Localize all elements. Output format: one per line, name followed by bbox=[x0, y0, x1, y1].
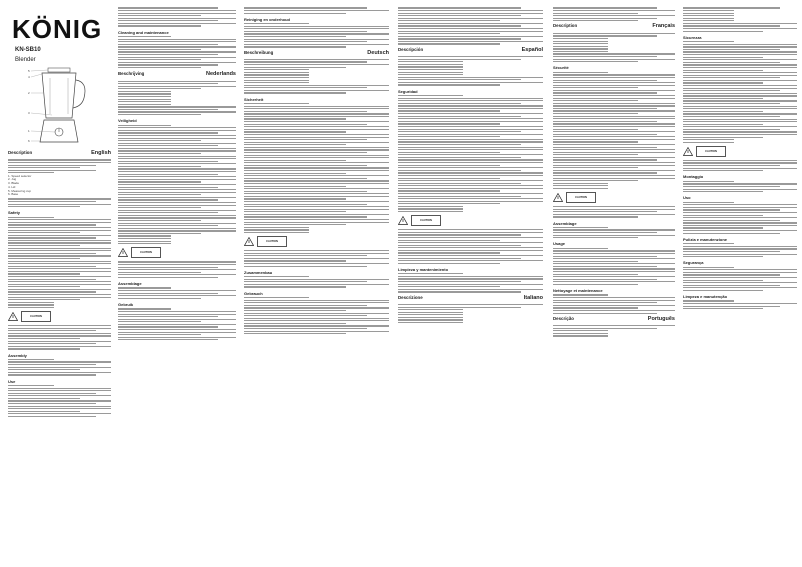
column-4 bbox=[398, 6, 543, 567]
section-heading: Sicherheit bbox=[244, 96, 264, 102]
list-item: 4. Lid bbox=[8, 184, 16, 189]
paragraph bbox=[8, 198, 111, 207]
column-2 bbox=[118, 6, 236, 567]
section-heading: Descrição bbox=[553, 315, 574, 321]
warning-icon bbox=[398, 216, 408, 225]
svg-text:2: 2 bbox=[28, 91, 30, 95]
svg-text:5: 5 bbox=[28, 69, 30, 73]
warning-box bbox=[8, 311, 111, 322]
paragraph bbox=[118, 7, 236, 26]
paragraph bbox=[244, 276, 389, 288]
section-heading: Uso bbox=[683, 195, 691, 201]
section-heading: Assemblage bbox=[553, 220, 577, 226]
section-heading: Reiniging en onderhoud bbox=[244, 16, 290, 22]
product-name: Blender bbox=[15, 57, 36, 63]
paragraph bbox=[398, 56, 543, 86]
paragraph bbox=[244, 59, 389, 94]
paragraph bbox=[683, 300, 797, 309]
svg-text:4: 4 bbox=[28, 75, 30, 79]
column-1 bbox=[8, 150, 111, 567]
section-heading: Safety bbox=[8, 210, 21, 216]
language-heading: Deutsch bbox=[367, 49, 389, 56]
list-item: 6. Base bbox=[8, 192, 19, 197]
paragraph bbox=[553, 248, 675, 285]
paragraph bbox=[683, 202, 797, 234]
paragraph bbox=[398, 7, 543, 44]
paragraph bbox=[683, 7, 797, 31]
paragraph bbox=[553, 206, 675, 218]
paragraph bbox=[553, 227, 675, 239]
language-heading: Nederlands bbox=[206, 71, 236, 78]
paragraph bbox=[118, 261, 236, 278]
svg-text:6: 6 bbox=[28, 139, 30, 143]
section-heading: Pulizia e manutenzione bbox=[683, 236, 728, 242]
paragraph bbox=[398, 229, 543, 264]
section-heading: Description bbox=[553, 23, 578, 29]
paragraph bbox=[553, 294, 675, 313]
paragraph bbox=[118, 287, 236, 299]
paragraph bbox=[8, 159, 111, 173]
section-heading: Sicurezza bbox=[683, 34, 702, 40]
paragraph bbox=[244, 103, 389, 233]
parts-list bbox=[8, 175, 111, 197]
warning-icon bbox=[244, 237, 254, 246]
paragraph bbox=[118, 308, 236, 340]
paragraph bbox=[8, 217, 111, 308]
section-heading: Descripción bbox=[398, 46, 424, 52]
column-6 bbox=[683, 6, 797, 567]
model-number: KN-SB10 bbox=[15, 47, 41, 53]
section-heading: Gebrauch bbox=[244, 290, 263, 296]
paragraph bbox=[8, 385, 111, 417]
caution-label: CAUTION bbox=[411, 215, 441, 226]
language-heading: Français bbox=[652, 23, 675, 30]
section-heading: Beschrijving bbox=[118, 71, 145, 77]
column-5 bbox=[553, 6, 675, 567]
section-heading: Seguridad bbox=[398, 88, 418, 94]
section-heading: Beschreibung bbox=[244, 49, 274, 55]
paragraph bbox=[398, 273, 543, 292]
section-heading: Cleaning and maintenance bbox=[118, 29, 169, 35]
section-heading: Nettoyage et maintenance bbox=[553, 288, 603, 294]
caution-label: CAUTION bbox=[21, 311, 51, 322]
blender-illustration bbox=[22, 66, 97, 148]
paragraph bbox=[118, 81, 236, 116]
paragraph bbox=[683, 243, 797, 257]
svg-text:3: 3 bbox=[28, 111, 30, 115]
column-3 bbox=[244, 6, 389, 567]
section-heading: Veiligheid bbox=[118, 118, 137, 124]
section-heading: Usage bbox=[553, 241, 566, 247]
paragraph bbox=[683, 181, 797, 193]
paragraph bbox=[553, 325, 675, 337]
language-heading: Español bbox=[521, 46, 543, 53]
paragraph bbox=[118, 36, 236, 68]
warning-box bbox=[553, 192, 675, 203]
section-heading: Montaggio bbox=[683, 174, 704, 180]
list-item: 3. Blade bbox=[8, 181, 20, 186]
brand-logo: KÖNIG bbox=[12, 14, 103, 44]
paragraph bbox=[683, 41, 797, 143]
paragraph bbox=[244, 297, 389, 334]
language-heading: Português bbox=[647, 315, 675, 322]
warning-icon bbox=[118, 248, 128, 257]
section-heading: Descrizione bbox=[398, 294, 423, 300]
section-heading: Assembly bbox=[8, 352, 27, 358]
list-item: 1. Speed selector bbox=[8, 173, 32, 178]
paragraph bbox=[118, 125, 236, 245]
warning-box bbox=[118, 247, 236, 258]
caution-label: CAUTION bbox=[131, 247, 161, 258]
paragraph bbox=[8, 325, 111, 349]
section-heading: Limpeza e manutenção bbox=[683, 294, 728, 300]
section-heading: Assemblage bbox=[118, 281, 142, 287]
caution-label: CAUTION bbox=[696, 146, 726, 157]
warning-box bbox=[398, 215, 543, 226]
list-item: 2. Jug bbox=[8, 177, 17, 182]
warning-icon bbox=[8, 312, 18, 321]
paragraph bbox=[553, 33, 675, 63]
warning-box bbox=[244, 236, 389, 247]
section-heading: Use bbox=[8, 378, 16, 384]
paragraph bbox=[244, 250, 389, 267]
section-heading: Segurança bbox=[683, 260, 704, 266]
paragraph bbox=[398, 95, 543, 212]
list-item: 5. Measuring cup bbox=[8, 188, 32, 193]
paragraph bbox=[398, 304, 543, 323]
section-heading: Description bbox=[8, 150, 33, 155]
warning-box bbox=[683, 146, 797, 157]
language-heading: English bbox=[91, 150, 111, 156]
section-heading: Limpieza y mantenimiento bbox=[398, 266, 449, 272]
section-heading: Gebruik bbox=[118, 301, 134, 307]
section-heading: Sécurité bbox=[553, 65, 569, 71]
warning-icon bbox=[553, 193, 563, 202]
paragraph bbox=[683, 267, 797, 291]
caution-label: CAUTION bbox=[257, 236, 287, 247]
paragraph bbox=[244, 7, 389, 13]
paragraph bbox=[244, 23, 389, 47]
language-heading: Italiano bbox=[523, 294, 543, 301]
caution-label: CAUTION bbox=[566, 192, 596, 203]
warning-icon bbox=[683, 147, 693, 156]
svg-text:1: 1 bbox=[28, 129, 30, 133]
paragraph bbox=[683, 160, 797, 172]
paragraph bbox=[553, 7, 675, 21]
paragraph bbox=[8, 359, 111, 376]
section-heading: Zusammenbau bbox=[244, 269, 273, 275]
paragraph bbox=[553, 72, 675, 189]
